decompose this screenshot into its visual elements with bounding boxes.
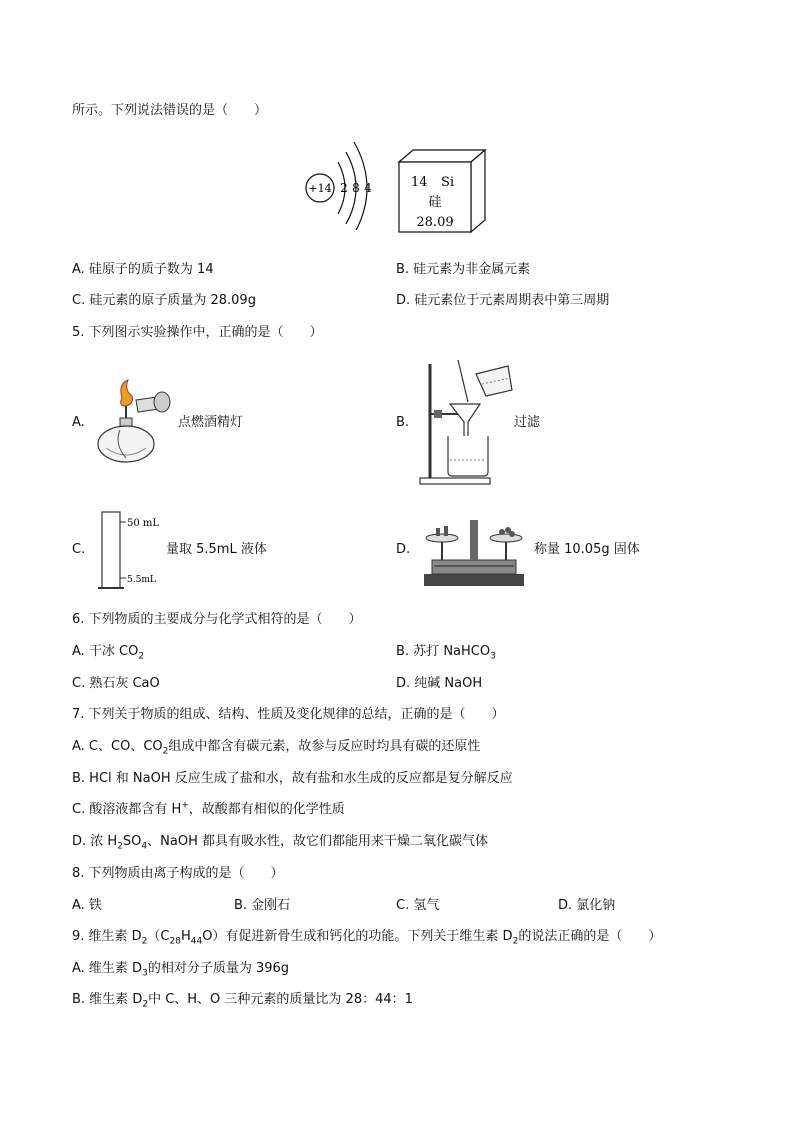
q7-option-c[interactable]: C. 酸溶液都含有 H+，故酸都有相似的化学性质 (72, 800, 345, 817)
shell-1-electrons: 2 (340, 181, 348, 195)
q6-option-a[interactable]: A. 干冰 $CO_2$ (72, 644, 145, 662)
q5-stem: 5. 下列图示实验操作中，正确的是（ ） (72, 325, 323, 340)
cylinder-bottom-mark: 5.5mL (127, 575, 156, 585)
alcohol-lamp-lighting-illustration (92, 378, 178, 468)
q5-option-a-letter[interactable]: A. (72, 415, 85, 430)
q8-stem: 8. 下列物质由离子构成的是（ ） (72, 866, 284, 881)
q4-option-c[interactable]: C. 硅元素的原子质量为 28.09g (72, 293, 256, 308)
element-number: 14 (411, 175, 428, 190)
shell-3-electrons: 4 (364, 181, 372, 195)
q6-option-b[interactable]: B. 苏打 NaHCO$_3$ (396, 644, 496, 662)
graduated-cylinder-illustration (96, 508, 166, 592)
q4-option-b[interactable]: B. 硅元素为非金属元素 (396, 262, 531, 277)
q5-option-b-label: 过滤 (514, 415, 541, 430)
q7-stem: 7. 下列关于物质的组成、结构、性质及变化规律的总结，正确的是（ ） (72, 707, 505, 722)
silicon-atom-structure-diagram (300, 140, 400, 230)
shell-2-electrons: 8 (352, 181, 360, 195)
q4-option-a[interactable]: A. 硅原子的质子数为 14 (72, 262, 214, 277)
atom-nucleus-label: +14 (308, 182, 332, 195)
q5-option-c-letter[interactable]: C. (72, 542, 86, 557)
q6-stem: 6. 下列物质的主要成分与化学式相符的是（ ） (72, 612, 362, 627)
q8-option-a[interactable]: A. 铁 (72, 898, 102, 913)
silicon-element-card (395, 148, 491, 236)
filtration-setup-illustration (416, 360, 516, 486)
element-symbol: Si (441, 175, 455, 190)
q5-option-a-label: 点燃酒精灯 (178, 415, 244, 430)
q4-stem: 所示。下列说法错误的是（ ） (72, 103, 268, 118)
q5-option-b-letter[interactable]: B. (396, 415, 410, 430)
balance-scale-illustration (418, 508, 530, 590)
q9-option-b[interactable]: B. 维生素 $D_2$中 C、H、O 三种元素的质量比为 28：44：1 (72, 992, 413, 1010)
q7-option-a[interactable]: A. C、CO、$CO_2$组成中都含有碳元素，故参与反应时均具有碳的还原性 (72, 739, 481, 757)
q5-option-d-label: 称量 10.05g 固体 (534, 542, 640, 557)
q7-option-d[interactable]: D. 浓 $H_2SO_4$、NaOH 都具有吸水性，故它们都能用来干燥二氧化碳气体 (72, 834, 488, 852)
q5-option-c-label: 量取 5.5mL 液体 (166, 542, 267, 557)
q9-option-a[interactable]: A. 维生素 $D_3$的相对分子质量为 396g (72, 961, 290, 979)
q8-option-b[interactable]: B. 金刚石 (234, 898, 291, 913)
element-mass: 28.09 (416, 215, 454, 230)
q6-option-c[interactable]: C. 熟石灰 CaO (72, 676, 160, 691)
cylinder-top-mark: 50 mL (127, 518, 160, 529)
q4-option-d[interactable]: D. 硅元素位于元素周期表中第三周期 (396, 293, 610, 308)
q7-option-b[interactable]: B. HCl 和 NaOH 反应生成了盐和水，故有盐和水生成的反应都是复分解反应 (72, 771, 513, 786)
q8-option-c[interactable]: C. 氢气 (396, 898, 440, 913)
q5-option-d-letter[interactable]: D. (396, 542, 411, 557)
q6-option-d[interactable]: D. 纯碱 NaOH (396, 676, 483, 691)
element-name: 硅 (428, 195, 442, 210)
q9-stem: 9. 维生素 $D_2(C_{28}H_{44}O)$有促进新骨生成和钙化的功能。下列关于维生素 $D_2$的说法正确的是（ ） (72, 929, 662, 947)
q8-option-d[interactable]: D. 氯化钠 (558, 898, 616, 913)
